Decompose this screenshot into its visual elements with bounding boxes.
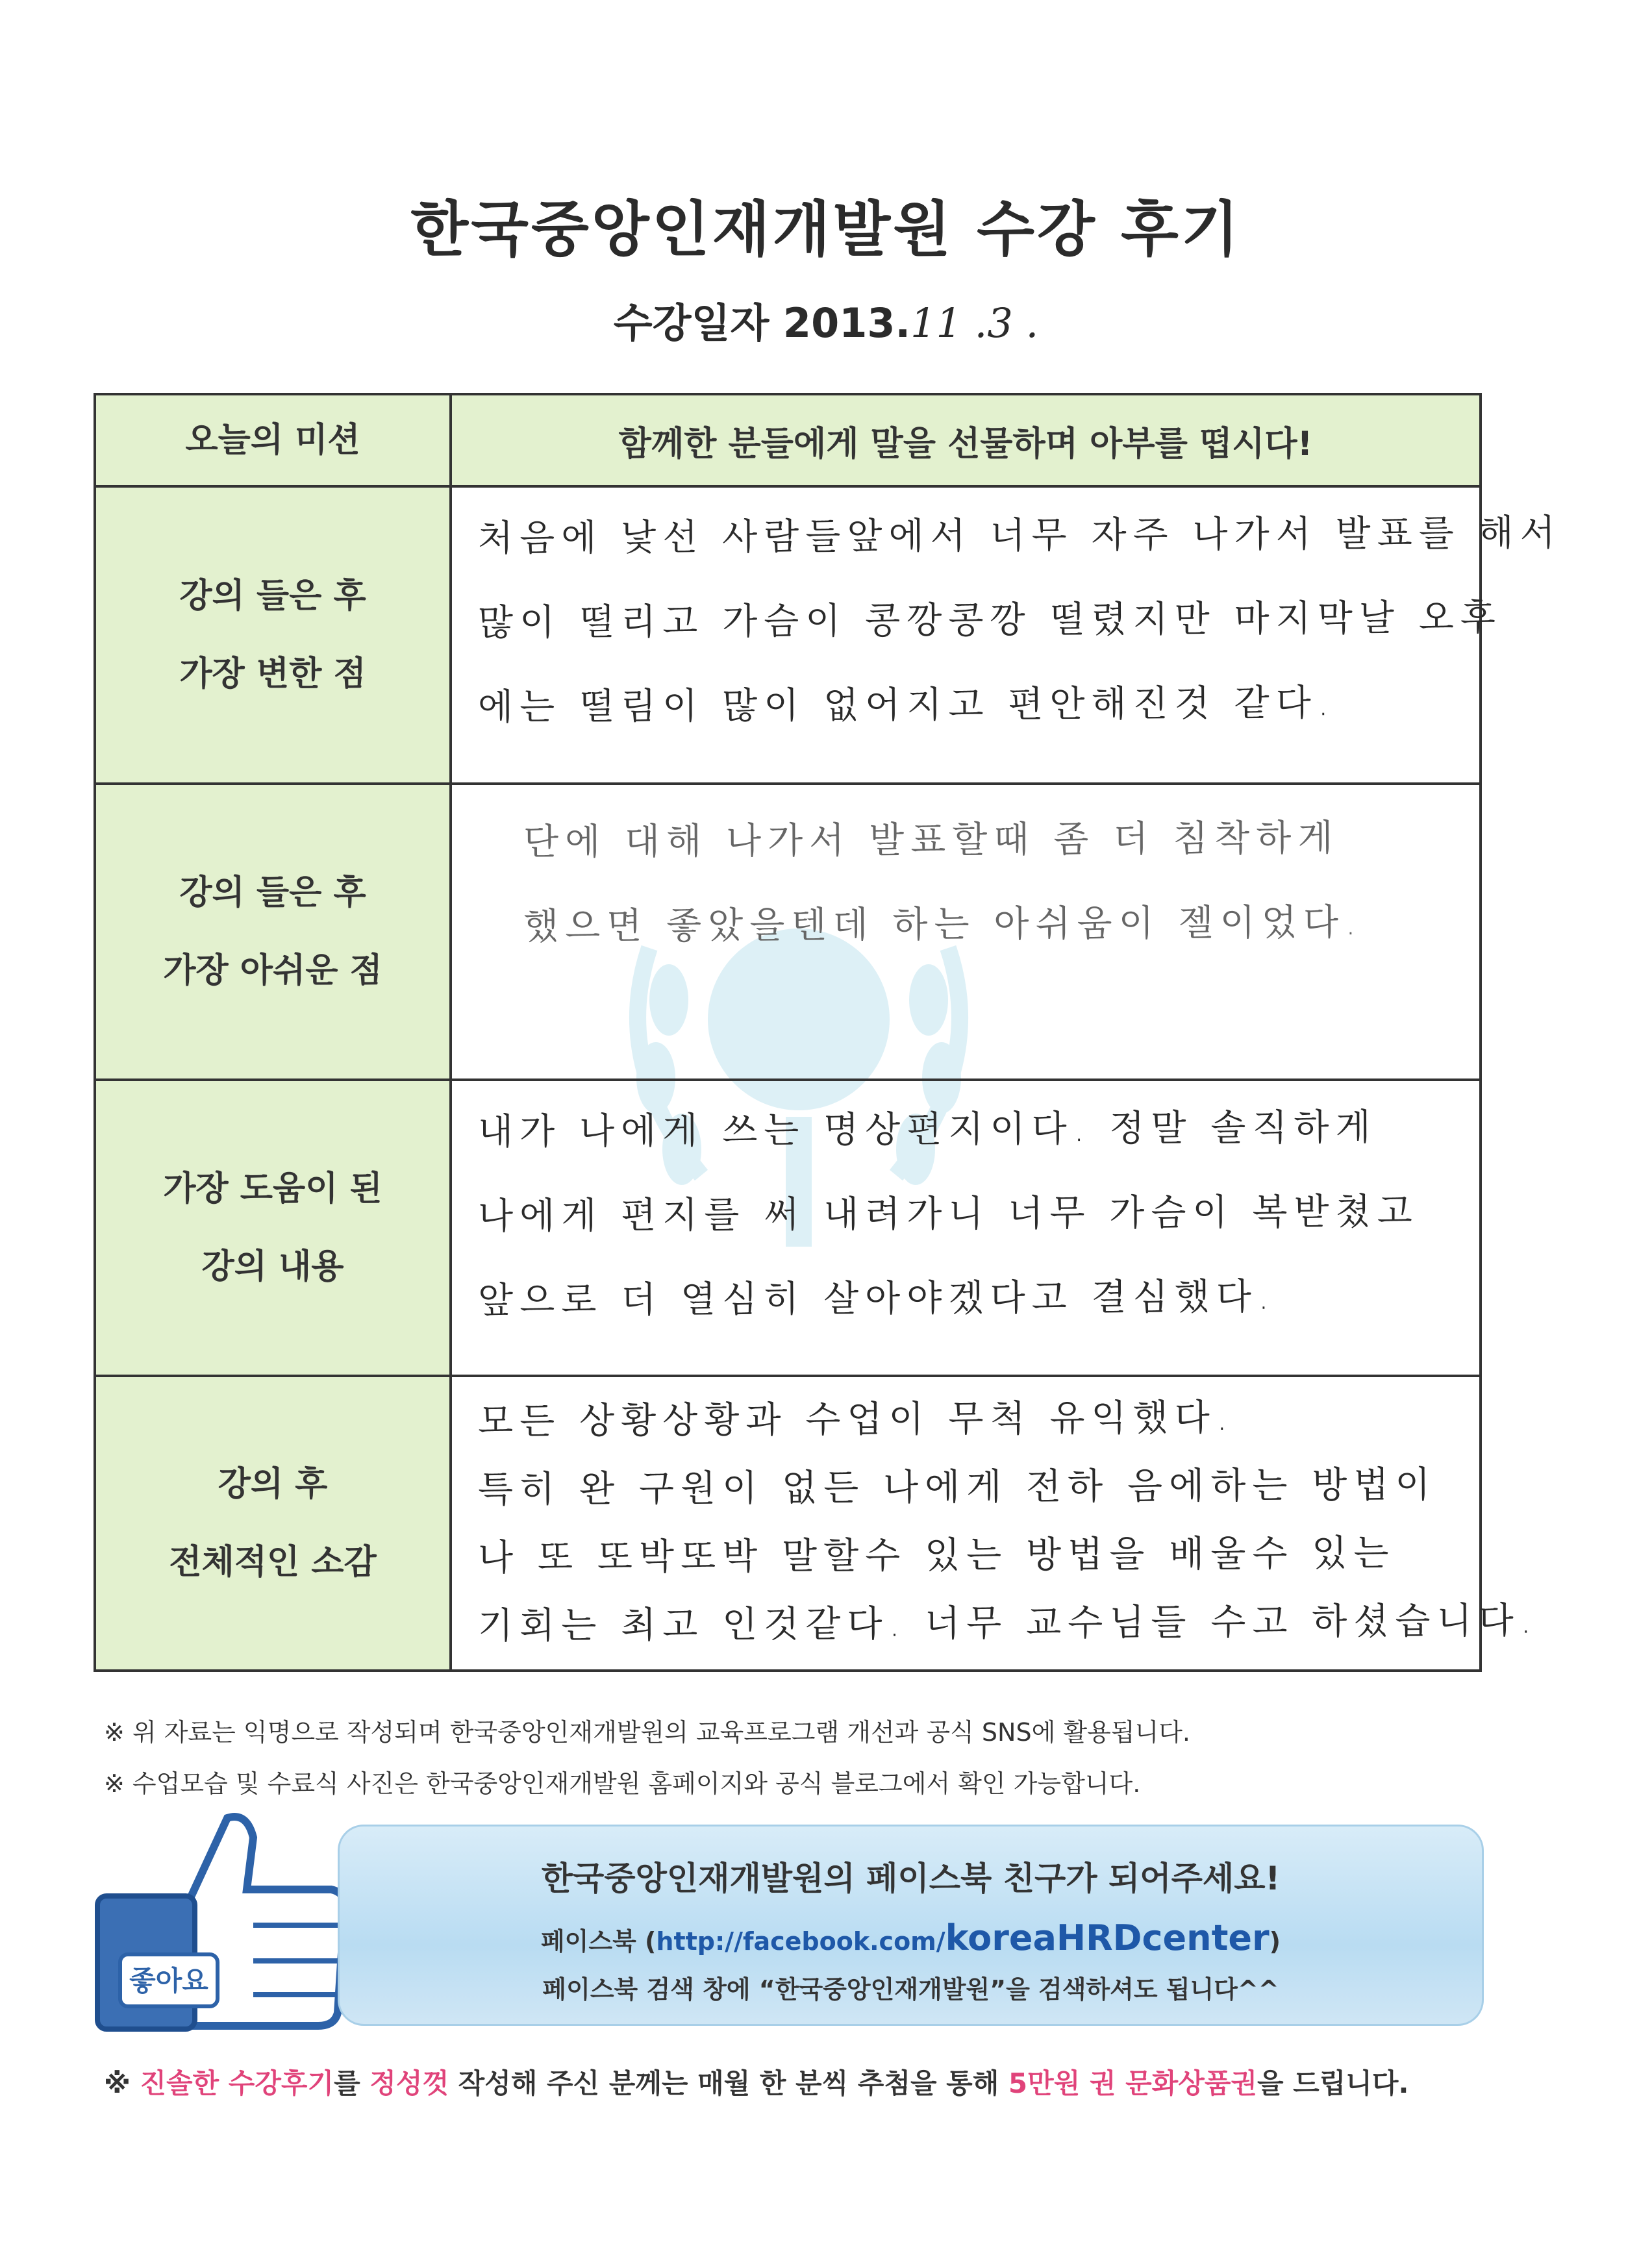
- footer-highlight-1: 진솔한 수강후기: [140, 2067, 334, 2099]
- facebook-url-prefix: 페이스북 (: [540, 1927, 657, 1956]
- handwriting-line: 했으면 좋았을텐데 하는 아쉬움이 젤이었다.: [523, 901, 1363, 948]
- row-label-line1: 강의 들은 후: [179, 577, 366, 616]
- facebook-title: 한국중앙인재개발원의 페이스북 친구가 되어주세요!: [541, 1860, 1281, 1897]
- row-label-line1: 강의 후: [218, 1465, 328, 1504]
- row-label: [96, 785, 452, 1078]
- mission-row: [96, 395, 1479, 488]
- page-title: 한국중앙인재개발원 수강 후기: [410, 195, 1242, 264]
- review-table: [94, 393, 1562, 1672]
- row-label: [96, 1081, 452, 1375]
- footer-text-2: 작성해 주신 분께는 매월 한 분씩 추첨을 통해: [449, 2067, 1008, 2099]
- row-label-line1: 가장 도움이 된: [163, 1169, 382, 1208]
- facebook-url-handle[interactable]: koreaHRDcenter: [945, 1917, 1270, 1958]
- footer-notice: [104, 2062, 1408, 2101]
- row-label-line1: 강의 들은 후: [179, 873, 366, 912]
- facebook-url-suffix: ): [1269, 1927, 1281, 1956]
- row-label-line2: 가장 아쉬운 점: [163, 951, 382, 990]
- handwriting-line: 내가 나에게 쓰는 명상편지이다. 정말 솔직하게: [477, 1106, 1377, 1153]
- note-anonymous: ※ 위 자료는 익명으로 작성되며 한국중앙인재개발원의 교육프로그램 개선과 공식 SNS에 활용됩니다.: [104, 1718, 1190, 1747]
- handwriting-line: 단에 대해 나가서 발표할때 좀 더 침착하게: [523, 817, 1340, 864]
- handwriting-line: 나 또 또박또박 말할수 있는 방법을 배울수 있는: [477, 1532, 1395, 1579]
- like-label: 좋아요: [129, 1965, 208, 1997]
- mission-text: 함께한 분들에게 말을 선물하며 아부를 떱시다!: [452, 395, 1479, 485]
- date-label: 수강일자 2013.: [613, 299, 911, 347]
- facebook-search-hint: 페이스북 검색 창에 “한국중앙인재개발원”을 검색하셔도 됩니다^^: [542, 1975, 1279, 2004]
- handwriting-line: 많이 떨리고 가슴이 콩깡콩깡 떨렸지만 마지막날 오후: [477, 596, 1503, 644]
- handwritten-answer[interactable]: [452, 1377, 1538, 1669]
- handwriting-line: 앞으로 더 열심히 살아야겠다고 결심했다.: [477, 1275, 1276, 1322]
- footer-prefix: ※: [104, 2067, 140, 2099]
- row-label-line2: 강의 내용: [201, 1247, 344, 1286]
- row-most-helpful: [96, 1081, 1479, 1377]
- facebook-url-link[interactable]: http://facebook.com/: [656, 1927, 945, 1956]
- facebook-banner[interactable]: [338, 1825, 1484, 2026]
- row-label: [96, 488, 452, 782]
- handwritten-answer[interactable]: [452, 488, 1562, 782]
- thumbs-up-like-icon[interactable]: [91, 1805, 351, 2032]
- footer-text-1: 를: [334, 2067, 370, 2099]
- footer-text-3: 을 드립니다.: [1257, 2067, 1409, 2099]
- handwritten-answer[interactable]: [452, 1081, 1479, 1375]
- row-biggest-change: [96, 488, 1562, 785]
- row-label-line2: 가장 변한 점: [179, 654, 366, 693]
- handwriting-line: 기회는 최고 인것같다. 너무 교수님들 수고 하셨습니다.: [477, 1599, 1538, 1647]
- handwriting-line: 에는 떨림이 많이 없어지고 편안해진것 같다.: [477, 682, 1336, 729]
- footer-highlight-2: 정성껏: [369, 2067, 449, 2099]
- row-overall: [96, 1377, 1538, 1669]
- lecture-date: [0, 291, 1652, 349]
- mission-label: 오늘의 미션: [96, 395, 452, 485]
- date-handwritten: 11 .3 .: [910, 299, 1039, 347]
- handwriting-line: 나에게 편지를 써 내려가니 너무 가슴이 복받쳤고: [477, 1190, 1419, 1238]
- handwriting-line: 모든 상황상황과 수업이 무척 유익했다.: [477, 1396, 1234, 1443]
- row-label-line2: 전체적인 소감: [169, 1543, 377, 1582]
- row-label: [96, 1377, 452, 1669]
- handwritten-answer[interactable]: [452, 785, 1479, 1078]
- row-regret: [96, 785, 1479, 1081]
- note-photos: ※ 수업모습 및 수료식 사진은 한국중앙인재개발원 홈페이지와 공식 블로그에서 확인 가능합니다.: [104, 1769, 1141, 1798]
- handwriting-line: 처음에 낯선 사람들앞에서 너무 자주 나가서 발표를 해서: [477, 512, 1562, 560]
- facebook-url-line: [340, 1917, 1482, 1958]
- footer-highlight-3: 5만원 권 문화상품권: [1008, 2067, 1257, 2099]
- handwriting-line: 특히 완 구원이 없든 나에게 전하 음에하는 방법이: [477, 1464, 1437, 1511]
